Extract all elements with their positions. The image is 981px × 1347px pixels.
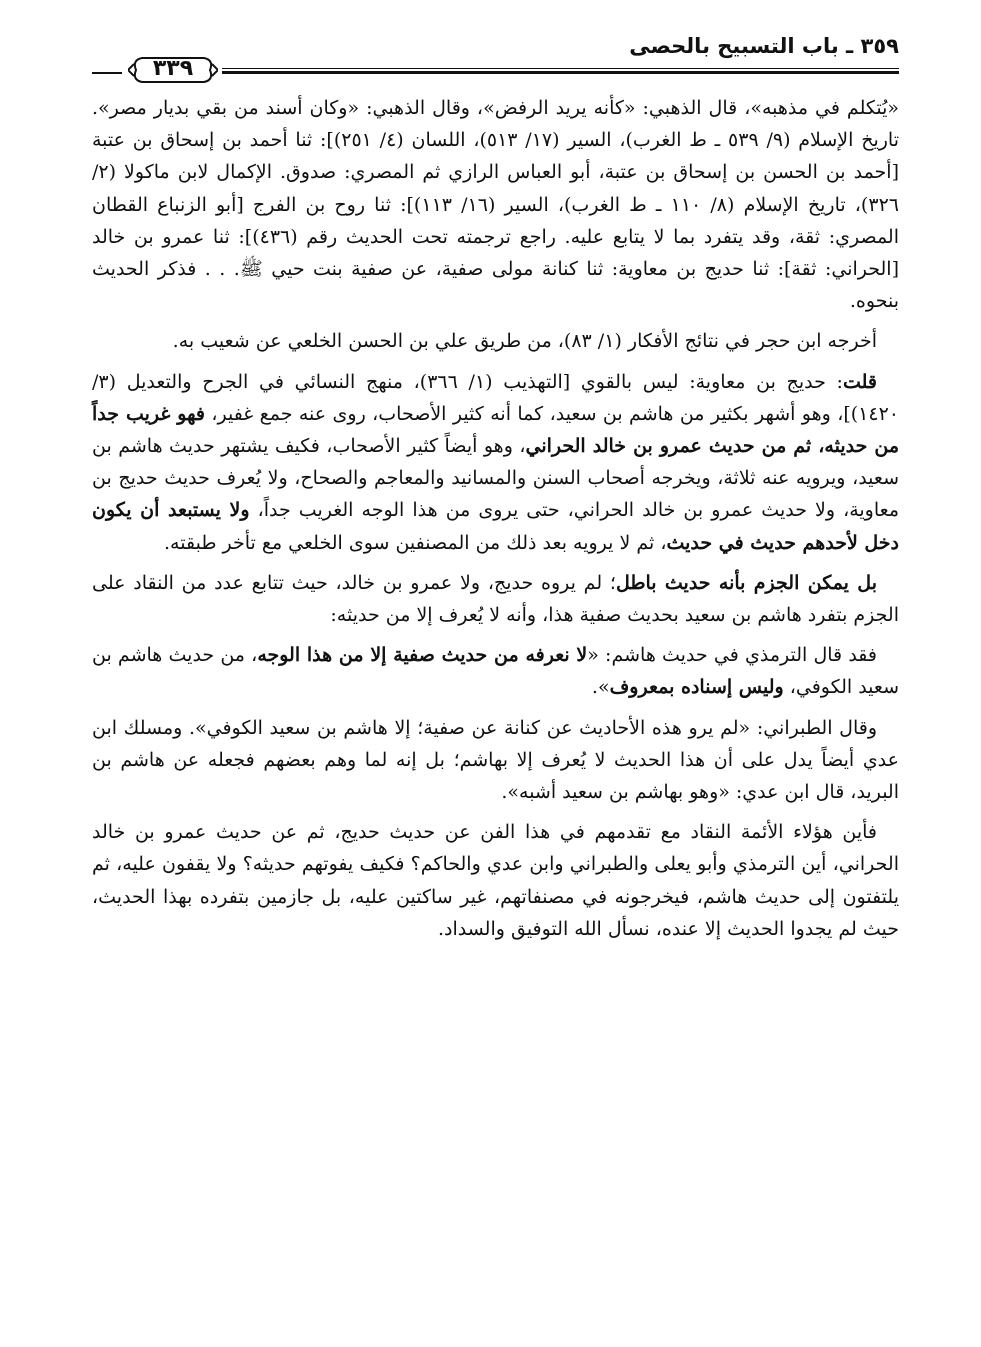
paragraph <box>92 567 899 631</box>
chapter-title: ٣٥٩ ـ باب التسبيح بالحصى <box>629 34 899 58</box>
page-number-ornament <box>128 52 218 88</box>
bold-text-segment: فهو غريب جداً من حديثه، ثم من حديث عمرو بن خالد الحراني <box>92 402 900 458</box>
text-segment: وقال الطبراني: «لم يرو هذه الأحاديث عن كنانة عن صفية؛ إلا هاشم بن سعيد الكوفي». ومسلك ابن عدي أيضاً يدل على أن هذا الحديث لا يُعرف إلا بهاشم؛ بل إنه لما وهم بعضهم فجعله عن هاشم بن البريد، قال ابن عدي: «وهو بهاشم بن سعيد أشبه». <box>92 716 899 804</box>
bold-text-segment: لا نعرفه من حديث صفية إلا من هذا الوجه <box>257 644 588 667</box>
text-segment: أخرجه ابن حجر في نتائج الأفكار (١/ ٨٣)، من طريق علي بن الحسن الخلعي عن شعيب به. <box>172 330 877 353</box>
bold-text-segment: ولا يستبعد أن يكون دخل لأحدهم حديث في حديث <box>92 499 899 554</box>
text-segment: ، وهو أيضاً كثير الأصحاب، فكيف يشتهر حديث هاشم بن سعيد، ويرويه عنه ثلاثة، ويخرجه أصحاب السنن والمسانيد والمعاجم والصحاح، ولا يُعرف حديث حديج بن معاوية، ولا حديث عمرو بن خالد الحراني، حتى يروى من هذا الوجه الغريب جداً، <box>92 435 899 522</box>
header-rule <box>222 68 899 74</box>
text-segment: ، من حديث هاشم بن سعيد الكوفي، <box>92 644 899 699</box>
text-segment: ». <box>591 676 610 699</box>
main-text <box>92 92 899 953</box>
page-number: ٣٣٩ <box>152 56 194 81</box>
paragraph <box>92 712 899 809</box>
bold-text-segment: وليس إسناده بمعروف <box>609 676 784 699</box>
text-segment: فقد قال الترمذي في حديث هاشم: « <box>587 644 877 667</box>
text-segment: فأين هؤلاء الأئمة النقاد مع تقدمهم في هذا الفن عن حديث حديج، ثم عن حديث عمرو بن خالد الحراني، أين الترمذي وأبو يعلى والطبراني وابن عدي والحاكم؟ فكيف يفوتهم حديثه؟ ولا يقفون عليه، ثم يلتفتون إلى حديث هاشم، فيخرجونه في مصنفاتهم، غير ساكتين عليه، بل جازمين بتفرده بهذا الحديث، حيث لم يجدوا الحديث إلا عنده، نسأل الله التوفيق والسداد. <box>92 821 899 940</box>
paragraph <box>92 816 899 945</box>
bold-text-segment: قلت <box>842 370 877 393</box>
text-segment: ، ثم لا يرويه بعد ذلك من المصنفين سوى الخلعي مع تأخر طبقته. <box>164 531 667 554</box>
text-segment: : حديج بن معاوية: ليس بالقوي [التهذيب (١/ ٣٦٦)، منهج النسائي في الجرح والتعديل (٣/ ١٤٢٠)]، وهو أشهر بكثير من هاشم بن سعيد، كما أنه كثير الأصحاب، روى عنه جمع غفير، <box>92 370 899 425</box>
paragraph <box>92 325 899 357</box>
paragraph <box>92 366 899 559</box>
text-segment: «يُتكلم في مذهبه»، قال الذهبي: «كأنه يريد الرفض»، وقال الذهبي: «وكان أسند من بقي بديار مصر». تاريخ الإسلام (٩/ ٥٣٩ ـ ط الغرب)، السير (١٧/ ٥١٣)، اللسان (٤/ ٢٥١)]: ثنا أحمد بن إسحاق بن عتبة [أحمد بن الحسن بن إسحاق بن عتبة، أبو العباس الرازي ثم المصري: صدوق. الإكمال لابن ماكولا (٢/ ٣٢٦)، تاريخ الإسلام (٨/ ١١٠ ـ ط الغرب)، السير (١٦/ ١١٣)]: ثنا روح بن الفرج [أبو الزنباع القطان المصري: ثقة، وقد يتفرد بما لا يتابع عليه. راجع ترجمته تحت الحديث رقم (٤٣٦)]: ثنا عمرو بن خالد [الحراني: ثقة]: ثنا حديج بن معاوية: ثنا كنانة مولى صفية، عن صفية بنت حيي ﷺ. . . فذكر الحديث بنحوه. <box>92 97 900 313</box>
text-segment: ؛ لم يروه حديج، ولا عمرو بن خالد، حيث تتابع عدد من النقاد على الجزم بتفرد هاشم بن سعيد بحديث صفية هذا، وأنه لا يُعرف إلا من حديثه: <box>92 571 899 627</box>
paragraph <box>92 92 899 317</box>
page-header <box>92 28 899 88</box>
header-rule-left <box>92 72 122 74</box>
bold-text-segment: بل يمكن الجزم بأنه حديث باطل <box>615 571 877 594</box>
paragraph <box>92 639 899 703</box>
